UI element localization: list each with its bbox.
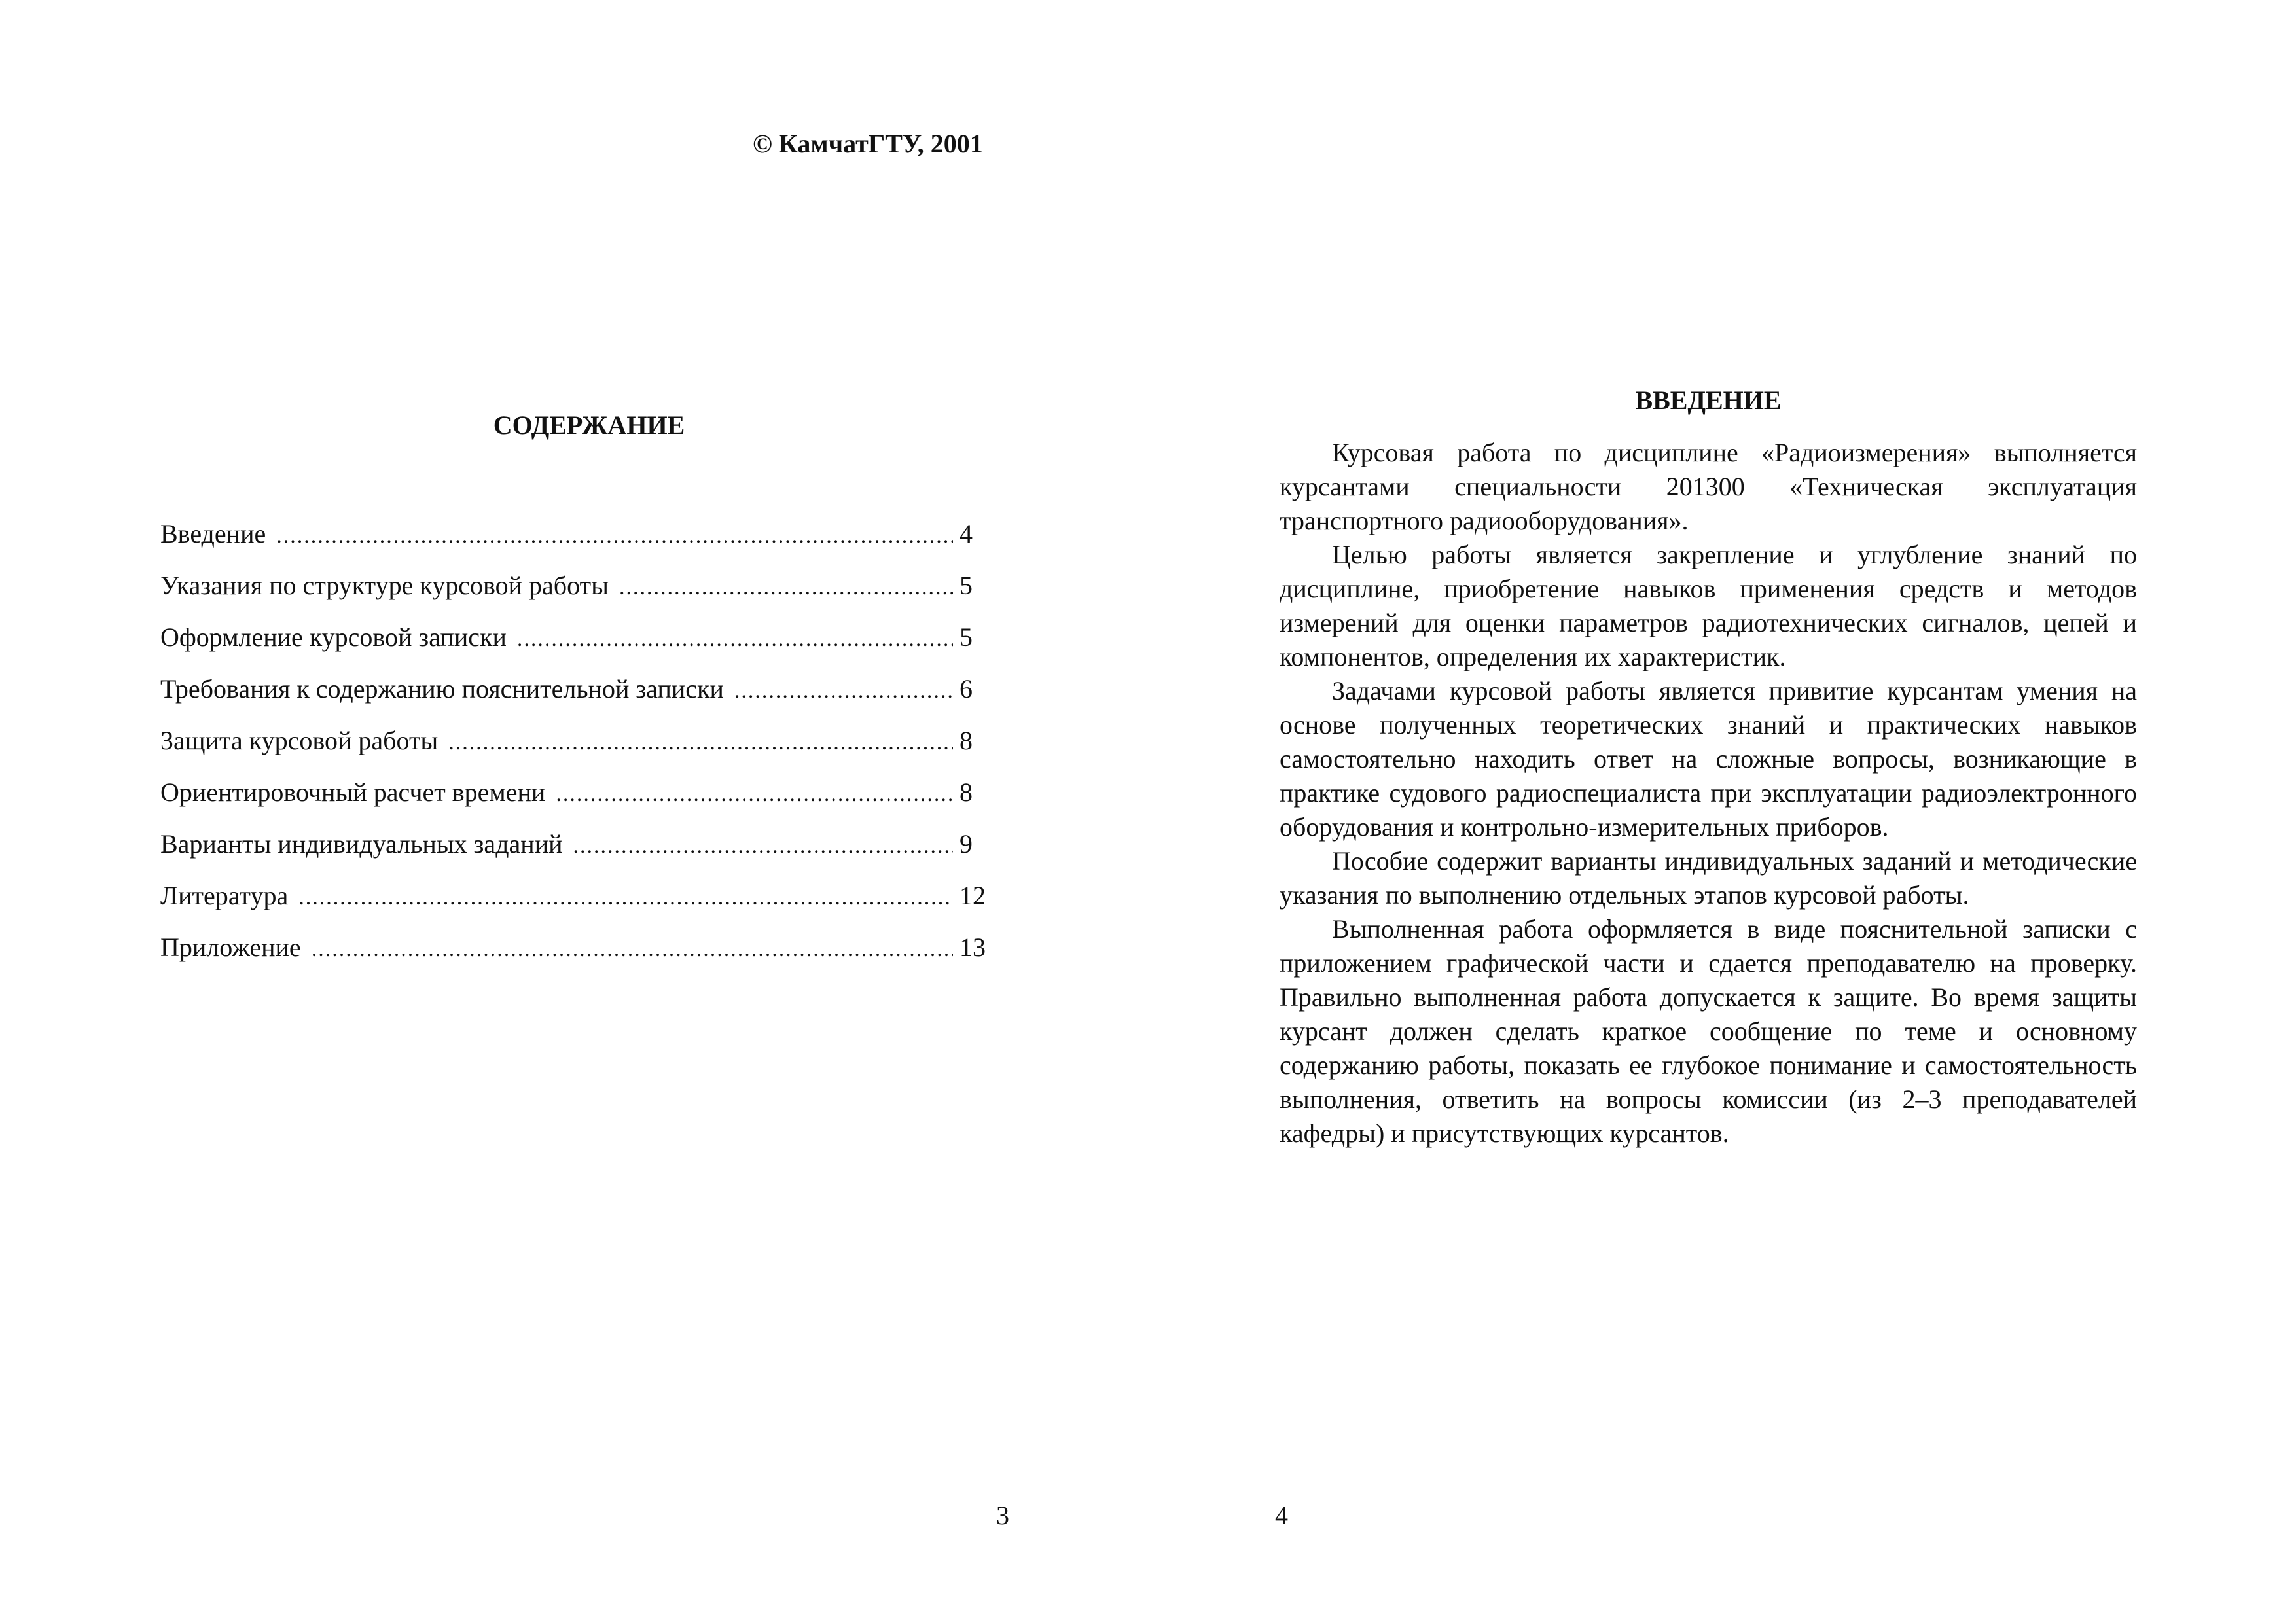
toc-entry-page: 5 bbox=[960, 571, 973, 600]
toc-entry-page: 6 bbox=[960, 674, 973, 704]
introduction-body bbox=[1280, 436, 2137, 1150]
toc-entry-label: Приложение bbox=[160, 933, 301, 962]
toc-entry-label: Ориентировочный расчет времени bbox=[160, 777, 546, 807]
toc-entry-defense[interactable] bbox=[160, 725, 988, 777]
toc-entry-label: Защита курсовой работы bbox=[160, 726, 439, 755]
toc-leader-dots bbox=[734, 675, 953, 707]
intro-paragraph: Задачами курсовой работы является привитие курсантам умения на основе полученных теоретических знаний и практических навыков самостоятельно находить ответ на сложные вопросы, возникающие в практике судового радиоспециалиста при эксплуатации радиоэлектронного оборудования и контрольно-измерительных приборов. bbox=[1280, 676, 2137, 842]
page-number-left: 3 bbox=[996, 1501, 1009, 1530]
toc-entry-structure-guidelines[interactable] bbox=[160, 570, 988, 622]
toc-entry-appendix[interactable] bbox=[160, 932, 988, 984]
toc-leader-dots bbox=[276, 520, 953, 552]
toc-entry-page: 13 bbox=[960, 933, 986, 962]
toc-entry-literature[interactable] bbox=[160, 880, 988, 932]
toc-entry-page: 4 bbox=[960, 519, 973, 548]
toc-entry-label: Требования к содержанию пояснительной записки bbox=[160, 674, 724, 704]
toc-entry-label: Литература bbox=[160, 881, 289, 910]
intro-paragraph: Целью работы является закрепление и углубление знаний по дисциплине, приобретение навыков применения средств и методов измерений для оценки параметров радиотехнических сигналов, цепей и компонентов, определения их характеристик. bbox=[1280, 540, 2137, 671]
table-of-contents bbox=[160, 518, 988, 984]
toc-entry-time-estimate[interactable] bbox=[160, 777, 988, 829]
copyright-block bbox=[753, 128, 983, 160]
copyright-line: © КамчатГТУ, 2001 bbox=[753, 129, 983, 158]
toc-leader-dots bbox=[517, 624, 953, 655]
toc-leader-dots bbox=[298, 882, 953, 914]
toc-entry-page: 9 bbox=[960, 829, 973, 859]
toc-entry-content-requirements[interactable] bbox=[160, 673, 988, 725]
toc-leader-dots bbox=[619, 572, 953, 603]
toc-title: СОДЕРЖАНИЕ bbox=[493, 410, 685, 440]
toc-leader-dots bbox=[312, 934, 953, 965]
toc-entry-page: 12 bbox=[960, 881, 986, 910]
intro-paragraph: Пособие содержит варианты индивидуальных заданий и методические указания по выполнению отдельных этапов курсовой работы. bbox=[1280, 846, 2137, 910]
toc-entry-page: 8 bbox=[960, 726, 973, 755]
toc-leader-dots bbox=[448, 727, 953, 758]
toc-entry-formatting[interactable] bbox=[160, 622, 988, 673]
toc-entry-page: 5 bbox=[960, 622, 973, 652]
toc-entry-assignment-variants[interactable] bbox=[160, 829, 988, 880]
intro-paragraph: Курсовая работа по дисциплине «Радиоизмерения» выполняется курсантами специальности 201300 «Техническая эксплуатация транспортного радиооборудования». bbox=[1280, 438, 2137, 535]
toc-entry-label: Указания по структуре курсовой работы bbox=[160, 571, 609, 600]
toc-leader-dots bbox=[573, 830, 953, 862]
toc-entry-label: Варианты индивидуальных заданий bbox=[160, 829, 563, 859]
toc-entry-introduction[interactable] bbox=[160, 518, 988, 570]
toc-entry-label: Оформление курсовой записки bbox=[160, 622, 507, 652]
introduction-title: ВВЕДЕНИЕ bbox=[1635, 385, 1782, 415]
page-number-right: 4 bbox=[1275, 1501, 1288, 1530]
toc-entry-label: Введение bbox=[160, 519, 266, 548]
toc-entry-page: 8 bbox=[960, 777, 973, 807]
toc-leader-dots bbox=[556, 779, 953, 810]
intro-paragraph: Выполненная работа оформляется в виде пояснительной записки с приложением графической части и сдается преподавателю на проверку. Правильно выполненная работа допускается к защите. Во время защиты курсант должен сделать краткое сообщение по теме и основному содержанию работы, показать ее глубокое понимание и самостоятельность выполнения, ответить на вопросы комиссии (из 2–3 преподавателей кафедры) и присутствующих курсантов. bbox=[1280, 914, 2137, 1148]
